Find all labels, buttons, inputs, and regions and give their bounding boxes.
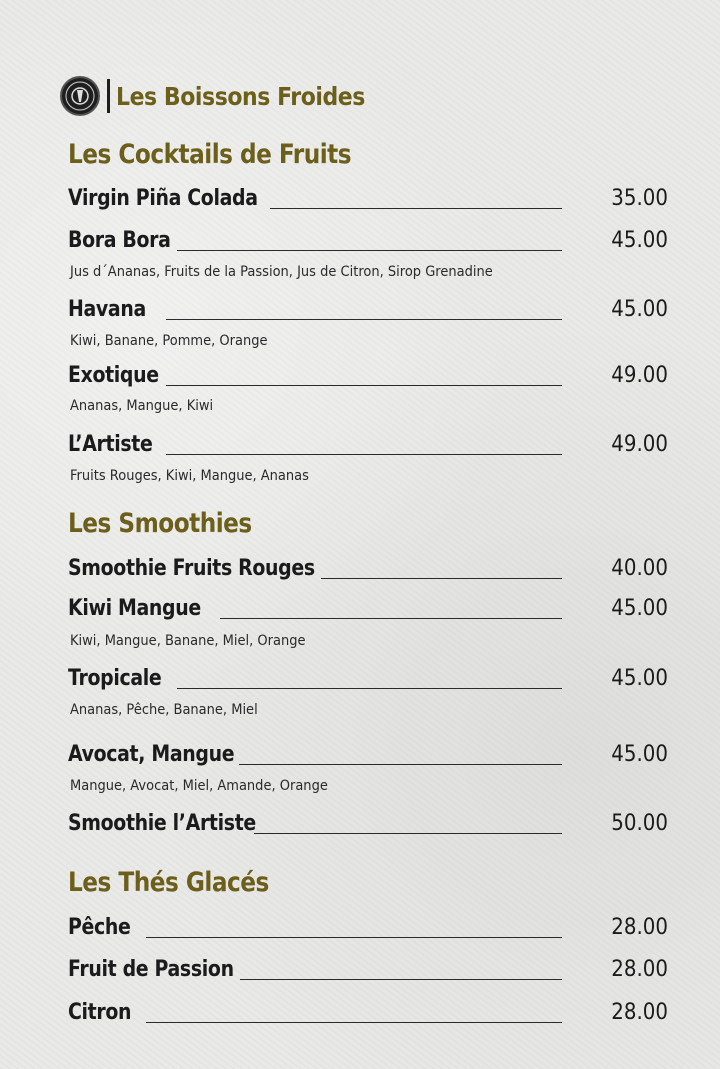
leader-line xyxy=(220,618,562,619)
leader-line xyxy=(177,688,562,689)
menu-header xyxy=(60,74,399,118)
item-name: Havana xyxy=(68,297,146,322)
item-name: Pêche xyxy=(68,915,131,940)
menu-item xyxy=(68,957,668,987)
item-name: Smoothie l’Artiste xyxy=(68,811,256,836)
item-name: Fruit de Passion xyxy=(68,957,234,982)
item-price: 45.00 xyxy=(611,742,668,767)
leader-line xyxy=(270,208,562,209)
item-price: 28.00 xyxy=(611,915,668,940)
item-price: 49.00 xyxy=(611,363,668,388)
menu-item xyxy=(68,1000,668,1030)
menu-item xyxy=(68,432,668,462)
item-price: 28.00 xyxy=(611,1000,668,1025)
item-price: 45.00 xyxy=(611,596,668,621)
item-price: 45.00 xyxy=(611,228,668,253)
item-price: 49.00 xyxy=(611,432,668,457)
item-price: 28.00 xyxy=(611,957,668,982)
item-name: Avocat, Mangue xyxy=(68,742,235,767)
item-description: Jus d´Ananas, Fruits de la Passion, Jus de Citron, Sirop Grenadine xyxy=(70,264,493,280)
item-name: Kiwi Mangue xyxy=(68,596,201,621)
menu-item xyxy=(68,596,668,626)
menu-item xyxy=(68,666,668,696)
restaurant-logo-icon xyxy=(60,76,100,116)
menu-item xyxy=(68,297,668,327)
item-description: Kiwi, Banane, Pomme, Orange xyxy=(70,333,268,349)
item-description: Kiwi, Mangue, Banane, Miel, Orange xyxy=(70,633,306,649)
menu-item xyxy=(68,556,668,586)
menu-item xyxy=(68,228,668,258)
menu-item xyxy=(68,363,668,393)
item-description: Mangue, Avocat, Miel, Amande, Orange xyxy=(70,778,328,794)
item-name: L’Artiste xyxy=(68,432,153,457)
item-name: Tropicale xyxy=(68,666,162,691)
item-description: Ananas, Pêche, Banane, Miel xyxy=(70,702,258,718)
item-price: 45.00 xyxy=(611,666,668,691)
item-name: Bora Bora xyxy=(68,228,171,253)
leader-line xyxy=(239,764,562,765)
leader-line xyxy=(146,937,562,938)
leader-line xyxy=(177,250,562,251)
leader-line xyxy=(321,578,562,579)
header-divider xyxy=(107,79,110,113)
section-title-iced-teas: Les Thés Glacés xyxy=(68,867,269,898)
menu-item xyxy=(68,742,668,772)
item-price: 45.00 xyxy=(611,297,668,322)
leader-line xyxy=(240,979,562,980)
leader-line xyxy=(166,319,562,320)
item-name: Exotique xyxy=(68,363,159,388)
item-name: Citron xyxy=(68,1000,132,1025)
section-title-cocktails: Les Cocktails de Fruits xyxy=(68,139,352,170)
item-name: Virgin Piña Colada xyxy=(68,186,258,211)
leader-line xyxy=(146,1022,562,1023)
item-description: Fruits Rouges, Kiwi, Mangue, Ananas xyxy=(70,468,309,484)
item-description: Ananas, Mangue, Kiwi xyxy=(70,398,214,414)
page-title: Les Boissons Froides xyxy=(116,81,365,111)
item-price: 40.00 xyxy=(611,556,668,581)
leader-line xyxy=(166,385,562,386)
item-price: 35.00 xyxy=(611,186,668,211)
leader-line xyxy=(166,454,562,455)
item-price: 50.00 xyxy=(611,811,668,836)
menu-item xyxy=(68,811,668,841)
leader-line xyxy=(254,833,562,834)
section-title-smoothies: Les Smoothies xyxy=(68,508,252,539)
menu-item xyxy=(68,915,668,945)
item-name: Smoothie Fruits Rouges xyxy=(68,556,315,581)
menu-item xyxy=(68,186,668,216)
